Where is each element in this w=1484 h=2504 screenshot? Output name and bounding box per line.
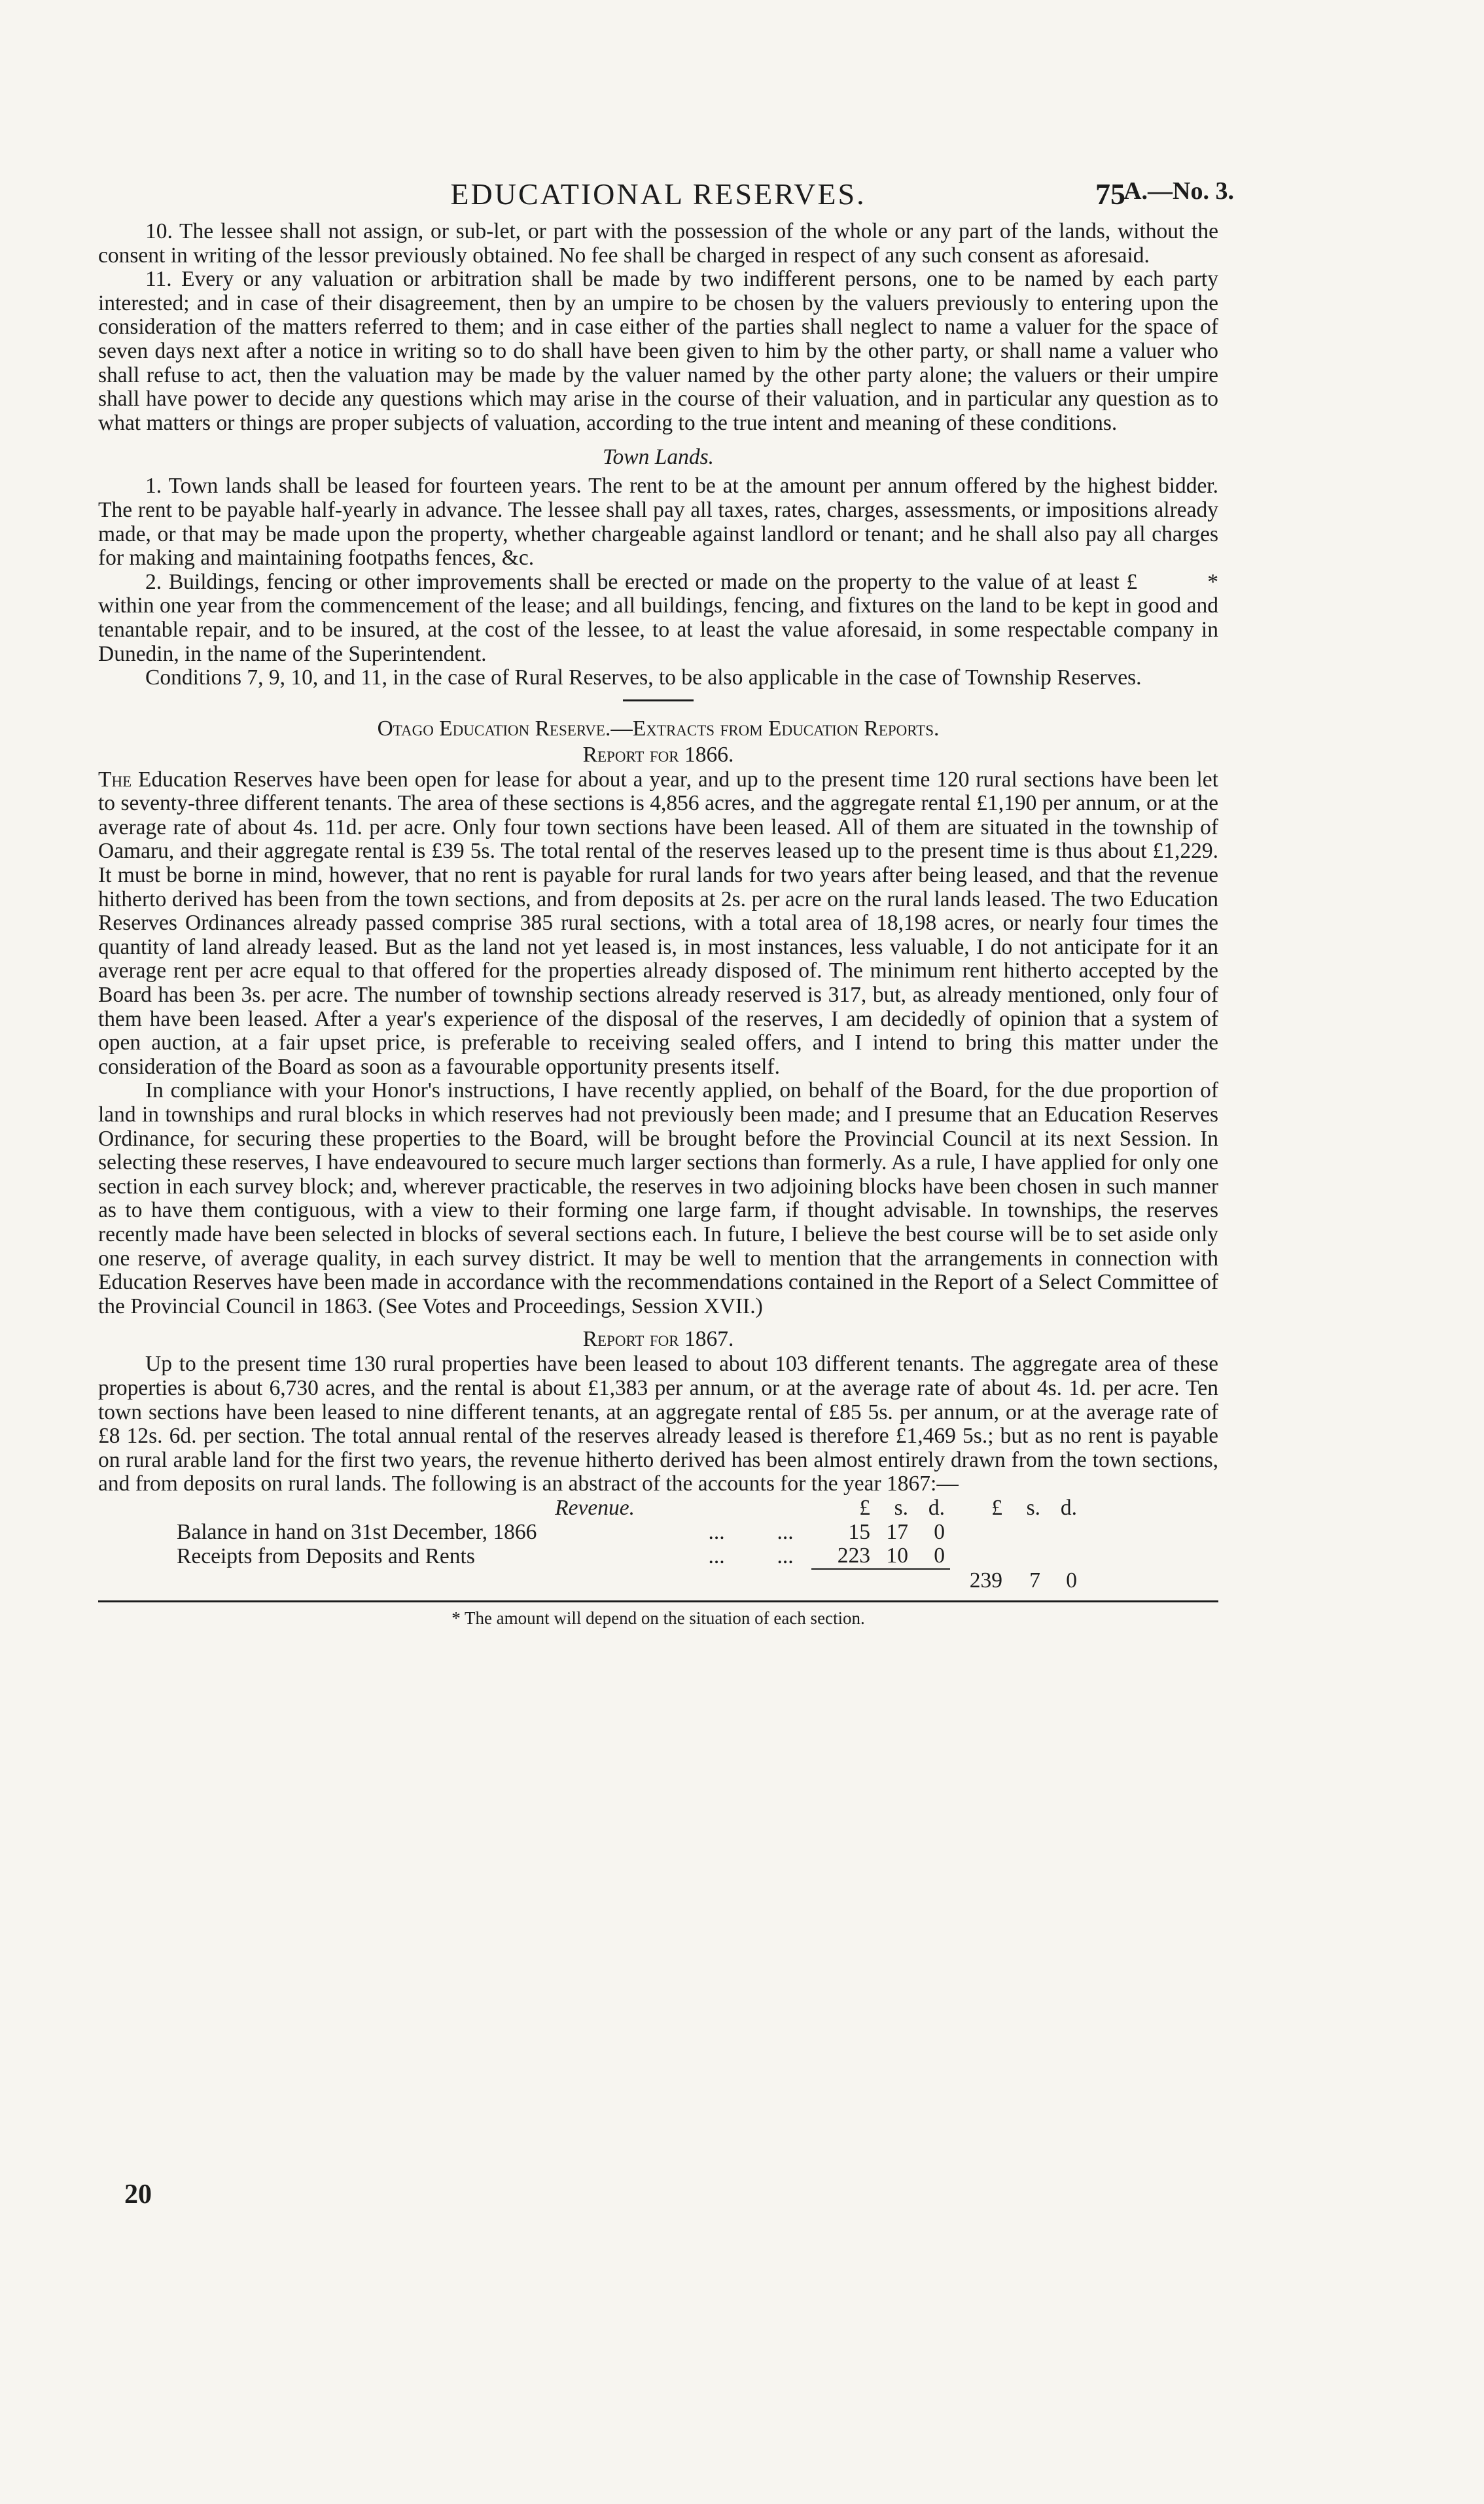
total-shillings: 7 [1029, 1568, 1040, 1593]
row-pence: 0 [934, 1519, 945, 1544]
page-header [98, 177, 1234, 220]
town-condition-1: 1. Town lands shall be leased for fourteen years. The rent to be at the amount per annum offered by the highest bidder. The rent to be payable half-yearly in advance. The lessee shall pay all taxes, rates, charges, assessments, or impositions already made, or that may be made upon the property, whether chargeable against landlord or tenant; and he shall also pay all charges for making and maintaining footpaths fences, &c. [98, 474, 1218, 571]
col-header-shillings-2: s. [1026, 1495, 1040, 1520]
footnote-divider [98, 1600, 1218, 1602]
signature-mark: 20 [124, 2179, 152, 2210]
report-1866-paragraph-1-text: Education Reserves have been open for lease for about a year, and up to the present time 120 rural sections have been let to seventy-three different tenants. The area of these sections is 4,856 acres, and the aggregate rental £1,190 per annum, or at the average rate of about 4s. 11d. per acre. Only four town sections have been leased. All of them are situated in the township of Oamaru, and their aggregate rental is £39 5s. The total rental of the reserves leased up to the present time is thus about £1,229. It must be borne in mind, however, that no rent is payable for rural lands for two years after being leased, and that the revenue hitherto derived has been from the town sections, and from deposits at 2s. per acre on the rural lands leased. The two Education Reserves Ordinances already passed comprise 385 rural sections, with a total area of 18,198 acres, or nearly four times the quantity of land already leased. But as the land not yet leased is, in most instances, less valuable, I do not anticipate for it an average rent per acre equal to that offered for the properties already disposed of. The minimum rent hitherto accepted by the Board has been 3s. per acre. The number of township sections already reserved is 317, but, as already mentioned, only four of them have been leased. After a year's experience of the disposal of the reserves, I am decidedly of opinion that a system of open auction, at a fair upset price, is preferable to receiving sealed offers, and I intend to bring this matter under the consideration of the Board as soon as a favourable opportunity presents itself. [98, 767, 1218, 1079]
leader-dots: ... [708, 1519, 725, 1544]
document-reference: A.—No. 3. [1123, 177, 1234, 205]
row-pence: 0 [934, 1543, 945, 1568]
rural-condition-10: 10. The lessee shall not assign, or sub-let, or part with the possession of the whole or any part of the lands, without the consent in writing of the lessor previously obtained. No fee shall be charged in respect of any such consent as aforesaid. [98, 219, 1218, 268]
document-page [98, 177, 1234, 1629]
total-pence: 0 [1066, 1568, 1077, 1593]
row-label: Balance in hand on 31st December, 1866 [177, 1519, 537, 1544]
total-rule [811, 1569, 877, 1593]
report-1867-paragraph-1: Up to the present time 130 rural properties have been leased to about 103 different tenants. The aggregate area of these properties is about 6,730 acres, and the rental is about £1,383 per annum, or at the average rate of about 4s. 1d. per acre. Ten town sections have been leased to nine different tenants, at an aggregate rental of £85 5s. per annum, or at the average rate of £8 12s. 6d. per section. The total annual rental of the reserves already leased is therefore £1,469 5s.; but as no rent is payable on rural arable land for the first two years, the revenue hitherto derived has been almost entirely drawn from the town sections, and from deposits on rural lands. The following is an abstract of the accounts for the year 1867:— [98, 1352, 1218, 1496]
page-title: EDUCATIONAL RESERVES. [450, 177, 866, 211]
section-divider [623, 699, 694, 701]
town-conditions-applicable: Conditions 7, 9, 10, and 11, in the case of Rural Reserves, to be also applicable in the case of Township Reserves. [145, 665, 1142, 690]
table-row [177, 1521, 1082, 1545]
report-1866-lead-word: The [98, 767, 132, 792]
accounts-header-row [177, 1496, 1082, 1521]
report-1866-paragraph-1 [98, 768, 1218, 1080]
leader-dots: ... [708, 1544, 725, 1569]
accounts-abstract-table [177, 1496, 1082, 1593]
leader-dots: ... [777, 1519, 794, 1544]
row-label: Receipts from Deposits and Rents [177, 1544, 475, 1569]
total-pounds: 239 [969, 1568, 1002, 1593]
table-row [177, 1544, 1082, 1569]
town-lands-heading: Town Lands. [602, 445, 715, 470]
report-1867-heading: Report for 1867. [582, 1327, 734, 1352]
revenue-label: Revenue. [555, 1495, 635, 1520]
page-number: 75 [1095, 177, 1125, 211]
total-row [177, 1569, 1082, 1593]
col-header-pence-1: d. [928, 1495, 945, 1520]
col-header-shillings-1: s. [894, 1495, 908, 1520]
row-shillings: 17 [886, 1519, 908, 1544]
rural-condition-11: 11. Every or any valuation or arbitration shall be made by two indifferent persons, one to be named by each party interested; and in case of their disagreement, then by an umpire to be chosen by the valuers previously to entering upon the consideration of the matters referred to them; and in case either of the parties shall neglect to name a valuer for the space of seven days next after a notice in writing so to do shall have been given to him by the other party, or shall name a valuer who shall refuse to act, then the valuation may be made by the valuer named by the other party alone; the valuers or their umpire shall have power to decide any questions which may arise in the course of their valuation, and in particular any question as to what matters or things are proper subjects of valuation, according to the true intent and meaning of these conditions. [98, 267, 1218, 435]
leader-dots: ... [777, 1544, 794, 1569]
col-header-pounds-1: £ [859, 1495, 870, 1520]
col-header-pence-2: d. [1060, 1495, 1077, 1520]
col-header-pounds-2: £ [991, 1495, 1002, 1520]
extracts-heading: Otago Education Reserve.—Extracts from Education Reports. [377, 716, 940, 741]
town-condition-2: 2. Buildings, fencing or other improvements shall be erected or made on the property to the value of at least £ * within one year from the commencement of the lease; and all buildings, fencing, and fixtures on the land to be kept in good and tenantable repair, and to be insured, at the cost of the lessee, to at least the value aforesaid, in some respectable company in Dunedin, in the name of the Superintendent. [98, 569, 1224, 666]
row-pounds: 223 [837, 1543, 870, 1568]
row-pounds: 15 [848, 1519, 870, 1544]
report-1866-heading: Report for 1866. [582, 742, 734, 767]
footnote: * The amount will depend on the situation of each section. [451, 1608, 865, 1629]
row-shillings: 10 [886, 1543, 908, 1568]
report-1866-paragraph-2: In compliance with your Honor's instructions, I have recently applied, on behalf of the Board, for the due proportion of land in townships and rural blocks in which reserves had not previously been made; and I presume that an Education Reserves Ordinance, for securing these properties to the Board, will be brought before the Provincial Council at its next Session. In selecting these reserves, I have endeavoured to secure much larger sections than formerly. As a rule, I have applied for only one section in each survey block; and, wherever practicable, the reserves in two adjoining blocks have been chosen in such manner as to have them contiguous, with a view to their forming one large farm, if thought advisable. In townships, the reserves recently made have been selected in blocks of several sections each. In future, I believe the best course will be to set aside only one reserve, of average quality, in each survey district. It may be well to mention that the arrangements in connection with Education Reserves have been made in accordance with the recommendations contained in the Report of a Select Committee of the Provincial Council in 1863. (See Votes and Proceedings, Session XVII.) [98, 1078, 1218, 1318]
